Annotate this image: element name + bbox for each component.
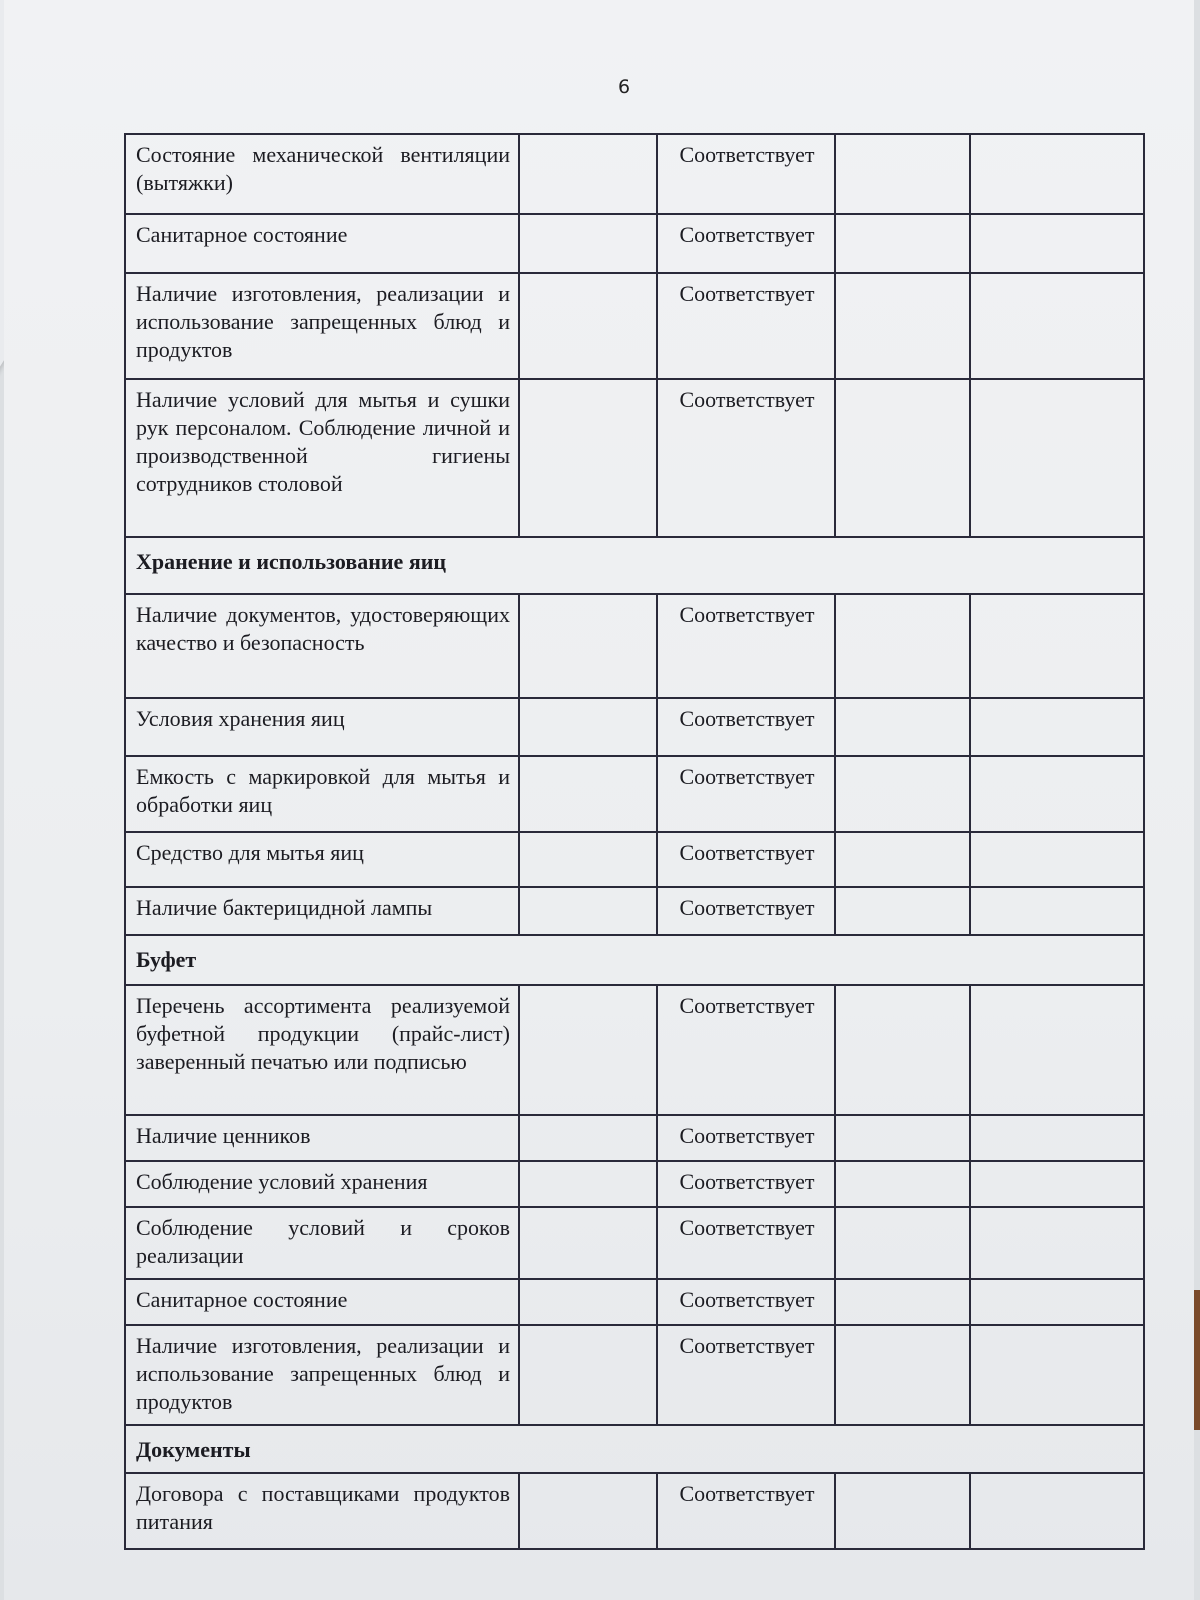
empty-cell <box>519 594 657 698</box>
empty-cell <box>970 832 1144 887</box>
empty-cell <box>835 756 970 832</box>
section-row <box>125 537 1144 594</box>
empty-cell <box>519 134 657 214</box>
status-cell: Соответствует <box>657 1279 835 1325</box>
empty-cell <box>970 887 1144 935</box>
status-cell: Соответствует <box>657 1325 835 1425</box>
parameter-cell: Соблюдение условий и сроков реализации <box>125 1207 519 1279</box>
parameter-cell: Наличие изготовления, реализации и использование запрещенных блюд и продуктов <box>125 1325 519 1425</box>
parameter-cell: Наличие бактерицидной лампы <box>125 887 519 935</box>
empty-cell <box>835 985 970 1115</box>
parameter-cell: Перечень ассортимента реализуемой буфетной продукции (прайс-лист) заверенный печатью или подписью <box>125 985 519 1115</box>
status-cell: Соответствует <box>657 832 835 887</box>
status-cell: Соответствует <box>657 1207 835 1279</box>
section-row <box>125 935 1144 985</box>
empty-cell <box>519 1161 657 1207</box>
status-cell: Соответствует <box>657 1161 835 1207</box>
empty-cell <box>519 698 657 756</box>
table-row <box>125 1161 1144 1207</box>
empty-cell <box>835 832 970 887</box>
table-row <box>125 214 1144 273</box>
empty-cell <box>835 214 970 273</box>
status-cell: Соответствует <box>657 379 835 537</box>
empty-cell <box>519 1207 657 1279</box>
parameter-cell: Средство для мытья яиц <box>125 832 519 887</box>
parameter-cell: Емкость с маркировкой для мытья и обработки яиц <box>125 756 519 832</box>
table-row <box>125 887 1144 935</box>
parameter-cell: Состояние механической вентиляции (вытяжки) <box>125 134 519 214</box>
empty-cell <box>835 1161 970 1207</box>
status-cell: Соответствует <box>657 887 835 935</box>
status-cell: Соответствует <box>657 134 835 214</box>
parameter-cell: Договора с поставщиками продуктов питания <box>125 1473 519 1549</box>
empty-cell <box>835 1473 970 1549</box>
table-row <box>125 985 1144 1115</box>
parameter-cell: Наличие ценников <box>125 1115 519 1161</box>
empty-cell <box>970 756 1144 832</box>
empty-cell <box>519 756 657 832</box>
section-title: Документы <box>125 1425 1144 1473</box>
status-cell: Соответствует <box>657 756 835 832</box>
empty-cell <box>835 887 970 935</box>
parameter-cell: Соблюдение условий хранения <box>125 1161 519 1207</box>
table-row <box>125 1279 1144 1325</box>
empty-cell <box>970 1325 1144 1425</box>
empty-cell <box>519 1473 657 1549</box>
section-row <box>125 1425 1144 1473</box>
empty-cell <box>835 594 970 698</box>
empty-cell <box>519 1279 657 1325</box>
empty-cell <box>519 985 657 1115</box>
table-row <box>125 379 1144 537</box>
empty-cell <box>970 985 1144 1115</box>
empty-cell <box>519 1115 657 1161</box>
table-row <box>125 698 1144 756</box>
status-cell: Соответствует <box>657 1115 835 1161</box>
section-title: Хранение и использование яиц <box>125 537 1144 594</box>
empty-cell <box>835 273 970 379</box>
empty-cell <box>835 1207 970 1279</box>
status-cell: Соответствует <box>657 698 835 756</box>
empty-cell <box>970 1279 1144 1325</box>
status-cell: Соответствует <box>657 1473 835 1549</box>
inspection-table <box>124 133 1145 1550</box>
status-cell: Соответствует <box>657 273 835 379</box>
table-row <box>125 1473 1144 1549</box>
table-row <box>125 1325 1144 1425</box>
table-row <box>125 1115 1144 1161</box>
table-row <box>125 1207 1144 1279</box>
empty-cell <box>519 832 657 887</box>
parameter-cell: Санитарное состояние <box>125 214 519 273</box>
empty-cell <box>835 698 970 756</box>
status-cell: Соответствует <box>657 214 835 273</box>
empty-cell <box>970 1473 1144 1549</box>
parameter-cell: Наличие изготовления, реализации и использование запрещенных блюд и продуктов <box>125 273 519 379</box>
empty-cell <box>970 594 1144 698</box>
parameter-cell: Наличие условий для мытья и сушки рук персоналом. Соблюдение личной и производственной гигиены сотрудников столовой <box>125 379 519 537</box>
empty-cell <box>970 379 1144 537</box>
empty-cell <box>519 214 657 273</box>
empty-cell <box>835 379 970 537</box>
parameter-cell: Условия хранения яиц <box>125 698 519 756</box>
empty-cell <box>519 1325 657 1425</box>
page-number: 6 <box>617 76 631 98</box>
empty-cell <box>519 887 657 935</box>
empty-cell <box>970 1161 1144 1207</box>
table-row <box>125 832 1144 887</box>
empty-cell <box>970 214 1144 273</box>
status-cell: Соответствует <box>657 594 835 698</box>
table-row <box>125 756 1144 832</box>
table-row <box>125 594 1144 698</box>
empty-cell <box>970 1115 1144 1161</box>
status-cell: Соответствует <box>657 985 835 1115</box>
empty-cell <box>835 1279 970 1325</box>
parameter-cell: Наличие документов, удостоверяющих качество и безопасность <box>125 594 519 698</box>
table-row <box>125 273 1144 379</box>
section-title: Буфет <box>125 935 1144 985</box>
empty-cell <box>970 273 1144 379</box>
empty-cell <box>835 134 970 214</box>
table-row <box>125 134 1144 214</box>
empty-cell <box>970 698 1144 756</box>
empty-cell <box>519 379 657 537</box>
empty-cell <box>835 1325 970 1425</box>
empty-cell <box>835 1115 970 1161</box>
parameter-cell: Санитарное состояние <box>125 1279 519 1325</box>
document-page <box>4 0 1194 1600</box>
empty-cell <box>519 273 657 379</box>
empty-cell <box>970 134 1144 214</box>
empty-cell <box>970 1207 1144 1279</box>
